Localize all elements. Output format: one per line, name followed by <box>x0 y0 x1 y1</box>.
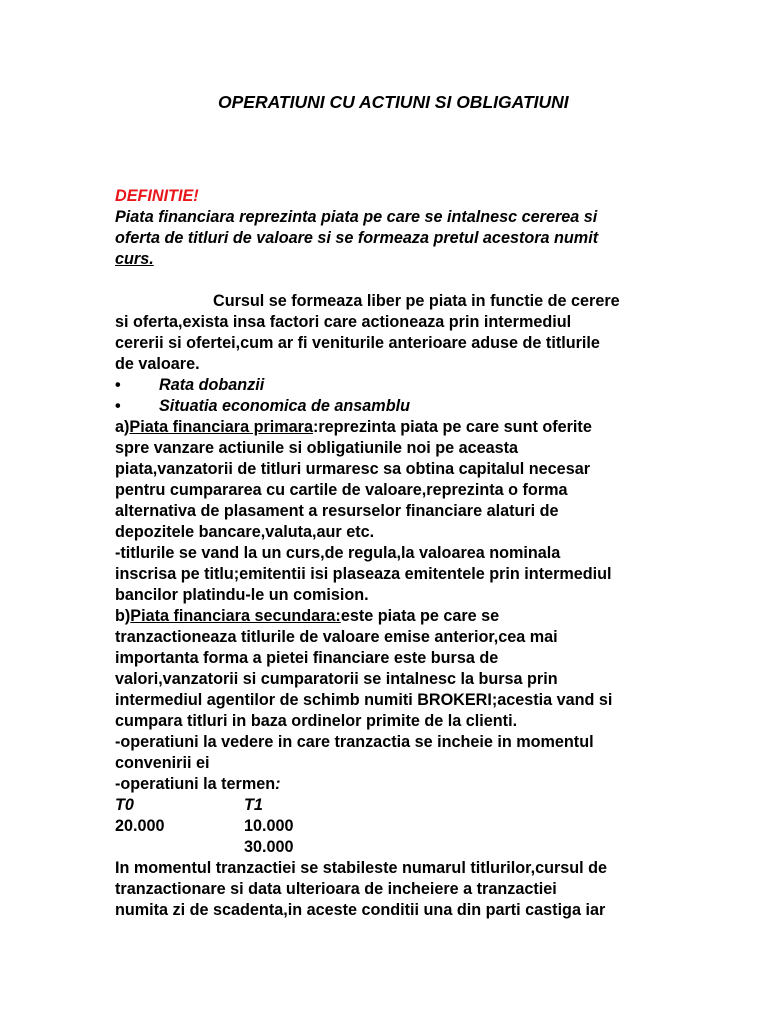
termen-value-row <box>115 816 675 837</box>
section-a-heading-line <box>115 417 675 438</box>
section-b-prefix: b) <box>115 607 131 625</box>
paragraph-line: piata,vanzatorii de titluri urmaresc sa obtina capitalul necesar <box>115 460 590 478</box>
paragraph-line: tranzactionare si data ulterioara de incheiere a tranzactiei <box>115 880 557 898</box>
section-a-prefix: a) <box>115 418 130 436</box>
definition-heading: DEFINITIE! <box>115 187 199 205</box>
paragraph-line: si oferta,exista insa factori care actioneaza prin intermediul <box>115 313 572 331</box>
bullet-text: Rata dobanzii <box>159 376 265 394</box>
termen-colon: : <box>275 775 281 793</box>
t1-value-2: 30.000 <box>244 838 294 856</box>
termen-value-row <box>115 837 675 858</box>
paragraph-text: Cursul se formeaza liber pe piata in functie de cerere <box>213 292 620 310</box>
section-a-heading: Piata financiara primara <box>129 418 313 436</box>
termen-label: -operatiuni la termen <box>115 775 276 793</box>
paragraph-line: -titlurile se vand la un curs,de regula,la valoarea nominala <box>115 544 561 562</box>
termen-header-row <box>115 795 675 816</box>
paragraph-line: pentru cumpararea cu cartile de valoare,reprezinta o forma <box>115 481 568 499</box>
paragraph-line: convenirii ei <box>115 754 210 772</box>
paragraph-line: tranzactioneaza titlurile de valoare emise anterior,cea mai <box>115 628 558 646</box>
section-b-heading: Piata financiara secundara: <box>130 607 341 625</box>
section-b-heading-line <box>115 606 675 627</box>
paragraph-line: importanta forma a pietei financiare este bursa de <box>115 649 499 667</box>
bullet-icon: • <box>115 376 121 394</box>
curs-word: curs. <box>115 250 154 268</box>
t1-value: 10.000 <box>244 817 294 835</box>
paragraph-line: numita zi de scadenta,in aceste conditii una din parti castiga iar <box>115 901 606 919</box>
bullet-text: Situatia economica de ansamblu <box>159 397 410 415</box>
section-b-text: este piata pe care se <box>340 607 500 625</box>
t0-value: 20.000 <box>115 817 165 835</box>
section-a-text: :reprezinta piata pe care sunt oferite <box>312 418 592 436</box>
curs-term <box>115 249 675 270</box>
paragraph-line: -operatiuni la vedere in care tranzactia se incheie in momentul <box>115 733 594 751</box>
document-title: OPERATIUNI CU ACTIUNI SI OBLIGATIUNI <box>218 92 569 112</box>
paragraph-line: de valoare. <box>115 355 200 373</box>
paragraph-line: In momentul tranzactiei se stabileste numarul titlurilor,cursul de <box>115 859 608 877</box>
paragraph-line: valori,vanzatorii si cumparatorii se intalnesc la bursa prin <box>115 670 558 688</box>
bullet-item <box>115 375 675 396</box>
bullet-item <box>115 396 675 417</box>
paragraph-line: intermediul agentilor de schimb numiti BROKERI;acestia vand si <box>115 691 613 709</box>
paragraph-line: Piata financiara reprezinta piata pe care se intalnesc cererea si <box>115 208 598 226</box>
paragraph-line: alternativa de plasament a resurselor financiare alaturi de <box>115 502 559 520</box>
paragraph-line: spre vanzare actiunile si obligatiunile noi pe aceasta <box>115 439 519 457</box>
spacer <box>115 270 675 291</box>
paragraph-line: bancilor platindu-le un comision. <box>115 586 369 604</box>
termen-line <box>115 774 675 795</box>
paragraph-line: cererii si ofertei,cum ar fi veniturile anterioare aduse de titlurile <box>115 334 600 352</box>
paragraph-line: oferta de titluri de valoare si se formeaza pretul acestora numit <box>115 229 599 247</box>
document-body <box>115 186 675 921</box>
paragraph-line: inscrisa pe titlu;emitentii isi plaseaza emitentele prin intermediul <box>115 565 612 583</box>
paragraph-line <box>115 291 675 312</box>
bullet-icon: • <box>115 397 121 415</box>
paragraph-line: cumpara titluri in baza ordinelor primite de la clienti. <box>115 712 518 730</box>
t0-label: T0 <box>115 796 134 814</box>
t1-label: T1 <box>244 796 263 814</box>
paragraph-line: depozitele bancare,valuta,aur etc. <box>115 523 375 541</box>
